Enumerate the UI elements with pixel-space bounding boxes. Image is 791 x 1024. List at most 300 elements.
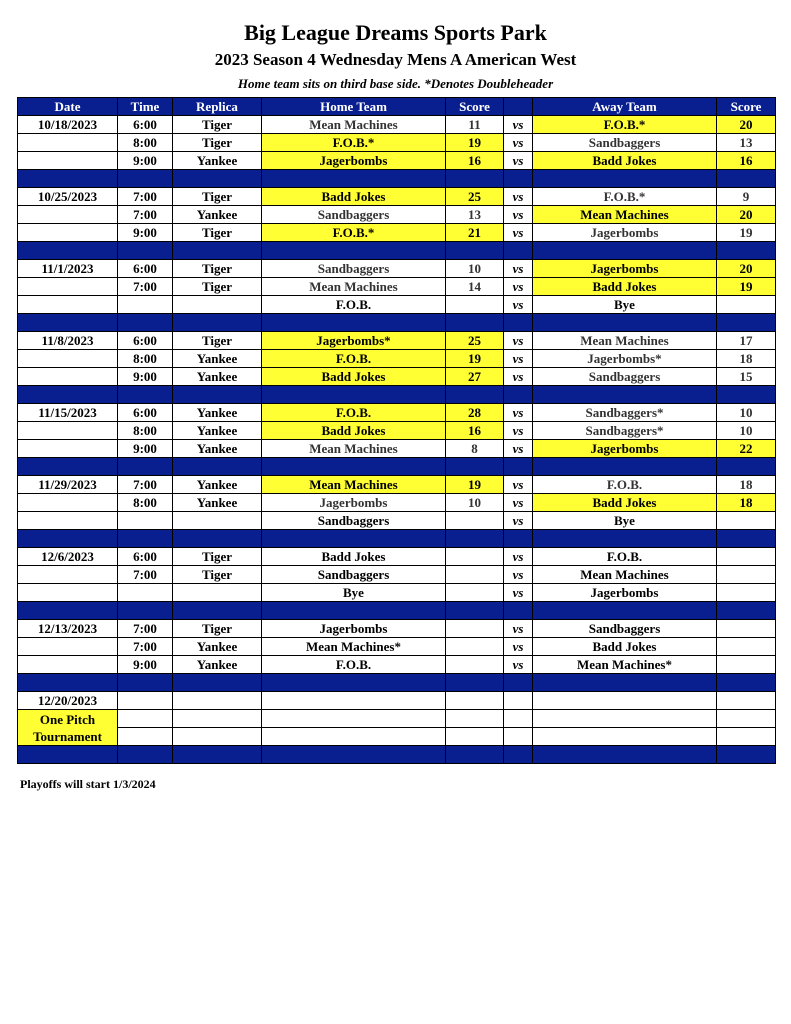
away-team: Mean Machines	[533, 332, 717, 350]
game-time: 7:00	[118, 206, 173, 224]
home-score	[446, 584, 504, 602]
game-replica: Tiger	[173, 278, 262, 296]
away-team: Sandbaggers	[533, 620, 717, 638]
week-separator	[18, 314, 776, 332]
away-score: 18	[717, 476, 776, 494]
separator-cell	[446, 170, 504, 188]
game-time: 7:00	[118, 566, 173, 584]
separator-cell	[504, 746, 533, 764]
away-score	[717, 620, 776, 638]
game-date	[18, 350, 118, 368]
header-row	[18, 98, 776, 116]
game-time: 6:00	[118, 332, 173, 350]
empty-cell	[717, 692, 776, 710]
separator-cell	[262, 602, 446, 620]
empty-cell	[446, 692, 504, 710]
away-team: Mean Machines	[533, 566, 717, 584]
home-team: F.O.B.	[262, 350, 446, 368]
home-team: Mean Machines	[262, 278, 446, 296]
separator-cell	[173, 170, 262, 188]
game-row	[18, 188, 776, 206]
empty-cell	[262, 728, 446, 746]
home-score: 19	[446, 350, 504, 368]
game-replica: Tiger	[173, 620, 262, 638]
separator-cell	[446, 602, 504, 620]
game-time: 6:00	[118, 260, 173, 278]
empty-cell	[717, 710, 776, 728]
game-replica: Yankee	[173, 656, 262, 674]
game-replica: Yankee	[173, 206, 262, 224]
playoffs-note: Playoffs will start 1/3/2024	[20, 777, 156, 791]
away-team: Jagerbombs	[533, 260, 717, 278]
separator-cell	[173, 458, 262, 476]
separator-cell	[504, 242, 533, 260]
vs-label: vs	[504, 296, 533, 314]
home-team: Badd Jokes	[262, 422, 446, 440]
home-score	[446, 512, 504, 530]
game-time: 9:00	[118, 224, 173, 242]
vs-label: vs	[504, 278, 533, 296]
away-score	[717, 512, 776, 530]
home-team: Mean Machines	[262, 116, 446, 134]
away-score: 20	[717, 116, 776, 134]
separator-cell	[504, 674, 533, 692]
game-time: 7:00	[118, 188, 173, 206]
vs-label: vs	[504, 638, 533, 656]
separator-cell	[18, 242, 118, 260]
away-team: Bye	[533, 296, 717, 314]
game-replica: Yankee	[173, 638, 262, 656]
week-separator	[18, 458, 776, 476]
game-time: 6:00	[118, 548, 173, 566]
separator-cell	[118, 170, 173, 188]
game-time: 8:00	[118, 494, 173, 512]
empty-cell	[173, 728, 262, 746]
page-subtitle: 2023 Season 4 Wednesday Mens A American West	[214, 50, 577, 69]
separator-cell	[262, 242, 446, 260]
vs-label: vs	[504, 134, 533, 152]
separator-cell	[504, 170, 533, 188]
separator-cell	[118, 314, 173, 332]
page-title: Big League Dreams Sports Park	[244, 20, 547, 45]
game-time: 7:00	[118, 638, 173, 656]
game-date	[18, 278, 118, 296]
col-vs-header	[504, 98, 533, 116]
away-score: 18	[717, 494, 776, 512]
game-row	[18, 368, 776, 386]
home-score: 28	[446, 404, 504, 422]
home-score	[446, 566, 504, 584]
separator-cell	[717, 170, 776, 188]
empty-cell	[533, 710, 717, 728]
separator-cell	[533, 530, 717, 548]
separator-cell	[533, 170, 717, 188]
vs-label: vs	[504, 188, 533, 206]
game-row	[18, 116, 776, 134]
separator-cell	[717, 386, 776, 404]
home-score: 16	[446, 152, 504, 170]
separator-cell	[446, 458, 504, 476]
game-replica: Yankee	[173, 404, 262, 422]
game-time	[118, 296, 173, 314]
away-team: Sandbaggers*	[533, 404, 717, 422]
separator-cell	[446, 746, 504, 764]
separator-cell	[18, 674, 118, 692]
home-team: Sandbaggers	[262, 260, 446, 278]
home-team: Sandbaggers	[262, 512, 446, 530]
game-time: 6:00	[118, 116, 173, 134]
separator-cell	[262, 314, 446, 332]
separator-cell	[504, 530, 533, 548]
home-team: Jagerbombs	[262, 494, 446, 512]
away-team: Sandbaggers	[533, 134, 717, 152]
separator-cell	[118, 530, 173, 548]
separator-cell	[446, 242, 504, 260]
separator-cell	[118, 746, 173, 764]
separator-cell	[262, 530, 446, 548]
week-separator	[18, 242, 776, 260]
game-row	[18, 638, 776, 656]
home-score: 10	[446, 494, 504, 512]
separator-cell	[717, 530, 776, 548]
game-date	[18, 152, 118, 170]
away-team: F.O.B.*	[533, 116, 717, 134]
away-team: Badd Jokes	[533, 638, 717, 656]
game-replica: Yankee	[173, 494, 262, 512]
game-replica: Tiger	[173, 224, 262, 242]
game-date	[18, 584, 118, 602]
vs-label: vs	[504, 620, 533, 638]
tournament-row	[18, 728, 776, 746]
separator-cell	[118, 386, 173, 404]
empty-cell	[118, 692, 173, 710]
week-separator	[18, 530, 776, 548]
home-score	[446, 638, 504, 656]
home-score: 10	[446, 260, 504, 278]
game-row	[18, 224, 776, 242]
game-row	[18, 296, 776, 314]
game-replica: Tiger	[173, 566, 262, 584]
game-row	[18, 494, 776, 512]
game-row	[18, 422, 776, 440]
game-replica: Yankee	[173, 476, 262, 494]
game-date: 11/1/2023	[18, 260, 118, 278]
home-score	[446, 548, 504, 566]
away-team: Jagerbombs	[533, 584, 717, 602]
away-score: 10	[717, 404, 776, 422]
separator-cell	[262, 386, 446, 404]
vs-label: vs	[504, 116, 533, 134]
game-time: 7:00	[118, 476, 173, 494]
separator-cell	[118, 602, 173, 620]
separator-cell	[173, 386, 262, 404]
away-score: 20	[717, 206, 776, 224]
away-score: 17	[717, 332, 776, 350]
game-replica: Tiger	[173, 260, 262, 278]
vs-label: vs	[504, 440, 533, 458]
home-team: Jagerbombs*	[262, 332, 446, 350]
game-date: 12/13/2023	[18, 620, 118, 638]
separator-cell	[118, 242, 173, 260]
game-row	[18, 656, 776, 674]
home-score: 19	[446, 134, 504, 152]
away-score: 9	[717, 188, 776, 206]
game-date: 10/25/2023	[18, 188, 118, 206]
empty-cell	[533, 728, 717, 746]
game-row	[18, 278, 776, 296]
separator-cell	[446, 386, 504, 404]
vs-label: vs	[504, 476, 533, 494]
week-separator	[18, 674, 776, 692]
separator-cell	[118, 674, 173, 692]
separator-cell	[533, 242, 717, 260]
col-home-score-header: Score	[446, 98, 504, 116]
home-score	[446, 620, 504, 638]
col-away-team-header: Away Team	[533, 98, 717, 116]
away-team: Jagerbombs	[533, 224, 717, 242]
separator-cell	[18, 746, 118, 764]
tournament-row	[18, 692, 776, 710]
home-score	[446, 656, 504, 674]
away-team: Mean Machines	[533, 206, 717, 224]
game-replica	[173, 512, 262, 530]
home-score: 25	[446, 332, 504, 350]
game-date	[18, 566, 118, 584]
away-team: F.O.B.	[533, 476, 717, 494]
game-date: 11/29/2023	[18, 476, 118, 494]
away-team: Jagerbombs*	[533, 350, 717, 368]
separator-cell	[533, 386, 717, 404]
home-team: Badd Jokes	[262, 188, 446, 206]
away-score: 13	[717, 134, 776, 152]
game-date: 12/6/2023	[18, 548, 118, 566]
home-score: 21	[446, 224, 504, 242]
home-score: 27	[446, 368, 504, 386]
empty-cell	[446, 710, 504, 728]
away-score	[717, 566, 776, 584]
separator-cell	[533, 602, 717, 620]
away-score	[717, 656, 776, 674]
empty-cell	[118, 728, 173, 746]
game-date	[18, 422, 118, 440]
game-row	[18, 404, 776, 422]
home-team: Jagerbombs	[262, 620, 446, 638]
separator-cell	[504, 386, 533, 404]
separator-cell	[533, 458, 717, 476]
home-team: F.O.B.*	[262, 224, 446, 242]
col-away-score-header: Score	[717, 98, 776, 116]
game-replica: Yankee	[173, 152, 262, 170]
game-replica: Yankee	[173, 350, 262, 368]
col-home-team-header: Home Team	[262, 98, 446, 116]
game-date	[18, 206, 118, 224]
game-replica	[173, 296, 262, 314]
week-separator	[18, 386, 776, 404]
away-team: Jagerbombs	[533, 440, 717, 458]
game-replica: Tiger	[173, 134, 262, 152]
game-time: 8:00	[118, 350, 173, 368]
away-score: 22	[717, 440, 776, 458]
game-row	[18, 350, 776, 368]
empty-cell	[533, 692, 717, 710]
game-replica	[173, 584, 262, 602]
home-score: 19	[446, 476, 504, 494]
home-score: 25	[446, 188, 504, 206]
vs-label: vs	[504, 404, 533, 422]
vs-label: vs	[504, 368, 533, 386]
home-team: Bye	[262, 584, 446, 602]
vs-label: vs	[504, 494, 533, 512]
home-team: Mean Machines	[262, 476, 446, 494]
away-score	[717, 548, 776, 566]
game-replica: Tiger	[173, 116, 262, 134]
week-separator	[18, 170, 776, 188]
separator-cell	[717, 458, 776, 476]
vs-label: vs	[504, 152, 533, 170]
game-row	[18, 152, 776, 170]
game-row	[18, 566, 776, 584]
game-date: 11/15/2023	[18, 404, 118, 422]
home-score: 11	[446, 116, 504, 134]
home-team: Sandbaggers	[262, 206, 446, 224]
col-replica-header: Replica	[173, 98, 262, 116]
game-row	[18, 512, 776, 530]
home-team: Badd Jokes	[262, 548, 446, 566]
home-score: 8	[446, 440, 504, 458]
home-score: 16	[446, 422, 504, 440]
game-time: 8:00	[118, 134, 173, 152]
vs-label: vs	[504, 206, 533, 224]
separator-cell	[18, 458, 118, 476]
vs-label: vs	[504, 548, 533, 566]
game-row	[18, 476, 776, 494]
separator-cell	[173, 674, 262, 692]
week-separator	[18, 602, 776, 620]
away-score: 16	[717, 152, 776, 170]
game-row	[18, 206, 776, 224]
separator-cell	[173, 746, 262, 764]
game-date	[18, 638, 118, 656]
game-date: 11/8/2023	[18, 332, 118, 350]
empty-cell	[262, 710, 446, 728]
vs-label: vs	[504, 350, 533, 368]
vs-label: vs	[504, 566, 533, 584]
empty-cell	[262, 692, 446, 710]
away-team: F.O.B.	[533, 548, 717, 566]
empty-cell	[717, 728, 776, 746]
vs-label: vs	[504, 584, 533, 602]
game-replica: Yankee	[173, 422, 262, 440]
tournament-label: One Pitch Tournament	[18, 710, 118, 746]
separator-cell	[173, 602, 262, 620]
game-date	[18, 656, 118, 674]
separator-cell	[18, 602, 118, 620]
vs-label: vs	[504, 224, 533, 242]
home-team: Jagerbombs	[262, 152, 446, 170]
vs-label: vs	[504, 260, 533, 278]
separator-cell	[533, 314, 717, 332]
away-score	[717, 296, 776, 314]
game-time: 7:00	[118, 278, 173, 296]
game-date	[18, 224, 118, 242]
home-team: F.O.B.	[262, 296, 446, 314]
home-team: Sandbaggers	[262, 566, 446, 584]
separator-cell	[262, 674, 446, 692]
separator-cell	[717, 602, 776, 620]
vs-label: vs	[504, 512, 533, 530]
game-replica: Yankee	[173, 440, 262, 458]
col-date-header: Date	[18, 98, 118, 116]
separator-cell	[262, 170, 446, 188]
empty-cell	[173, 710, 262, 728]
empty-cell	[446, 728, 504, 746]
away-team: Mean Machines*	[533, 656, 717, 674]
separator-cell	[173, 314, 262, 332]
home-score: 14	[446, 278, 504, 296]
game-time: 7:00	[118, 620, 173, 638]
away-score: 15	[717, 368, 776, 386]
game-replica: Tiger	[173, 188, 262, 206]
game-row	[18, 332, 776, 350]
tournament-date: 12/20/2023	[18, 692, 118, 710]
game-row	[18, 134, 776, 152]
game-time: 9:00	[118, 656, 173, 674]
separator-cell	[533, 674, 717, 692]
game-time	[118, 584, 173, 602]
schedule-note: Home team sits on third base side. *Denotes Doubleheader	[237, 76, 554, 91]
home-team: F.O.B.*	[262, 134, 446, 152]
away-team: Bye	[533, 512, 717, 530]
separator-cell	[173, 530, 262, 548]
game-date	[18, 440, 118, 458]
game-time: 8:00	[118, 422, 173, 440]
schedule-table	[17, 97, 776, 764]
game-replica: Tiger	[173, 332, 262, 350]
game-time: 9:00	[118, 440, 173, 458]
home-team: Mean Machines	[262, 440, 446, 458]
separator-cell	[18, 170, 118, 188]
separator-cell	[717, 314, 776, 332]
game-time: 9:00	[118, 368, 173, 386]
away-team: Sandbaggers	[533, 368, 717, 386]
separator-cell	[118, 458, 173, 476]
vs-label: vs	[504, 332, 533, 350]
separator-cell	[446, 530, 504, 548]
tournament-row	[18, 710, 776, 728]
away-team: Badd Jokes	[533, 278, 717, 296]
game-row	[18, 440, 776, 458]
separator-cell	[717, 242, 776, 260]
separator-cell	[262, 458, 446, 476]
separator-cell	[717, 746, 776, 764]
col-time-header: Time	[118, 98, 173, 116]
away-score	[717, 638, 776, 656]
home-team: Badd Jokes	[262, 368, 446, 386]
game-replica: Yankee	[173, 368, 262, 386]
home-team: F.O.B.	[262, 656, 446, 674]
separator-cell	[18, 386, 118, 404]
away-score: 18	[717, 350, 776, 368]
empty-cell	[504, 710, 533, 728]
separator-cell	[173, 242, 262, 260]
game-row	[18, 260, 776, 278]
empty-cell	[504, 692, 533, 710]
separator-cell	[504, 458, 533, 476]
separator-cell	[18, 314, 118, 332]
separator-cell	[504, 314, 533, 332]
away-team: F.O.B.*	[533, 188, 717, 206]
game-date	[18, 368, 118, 386]
